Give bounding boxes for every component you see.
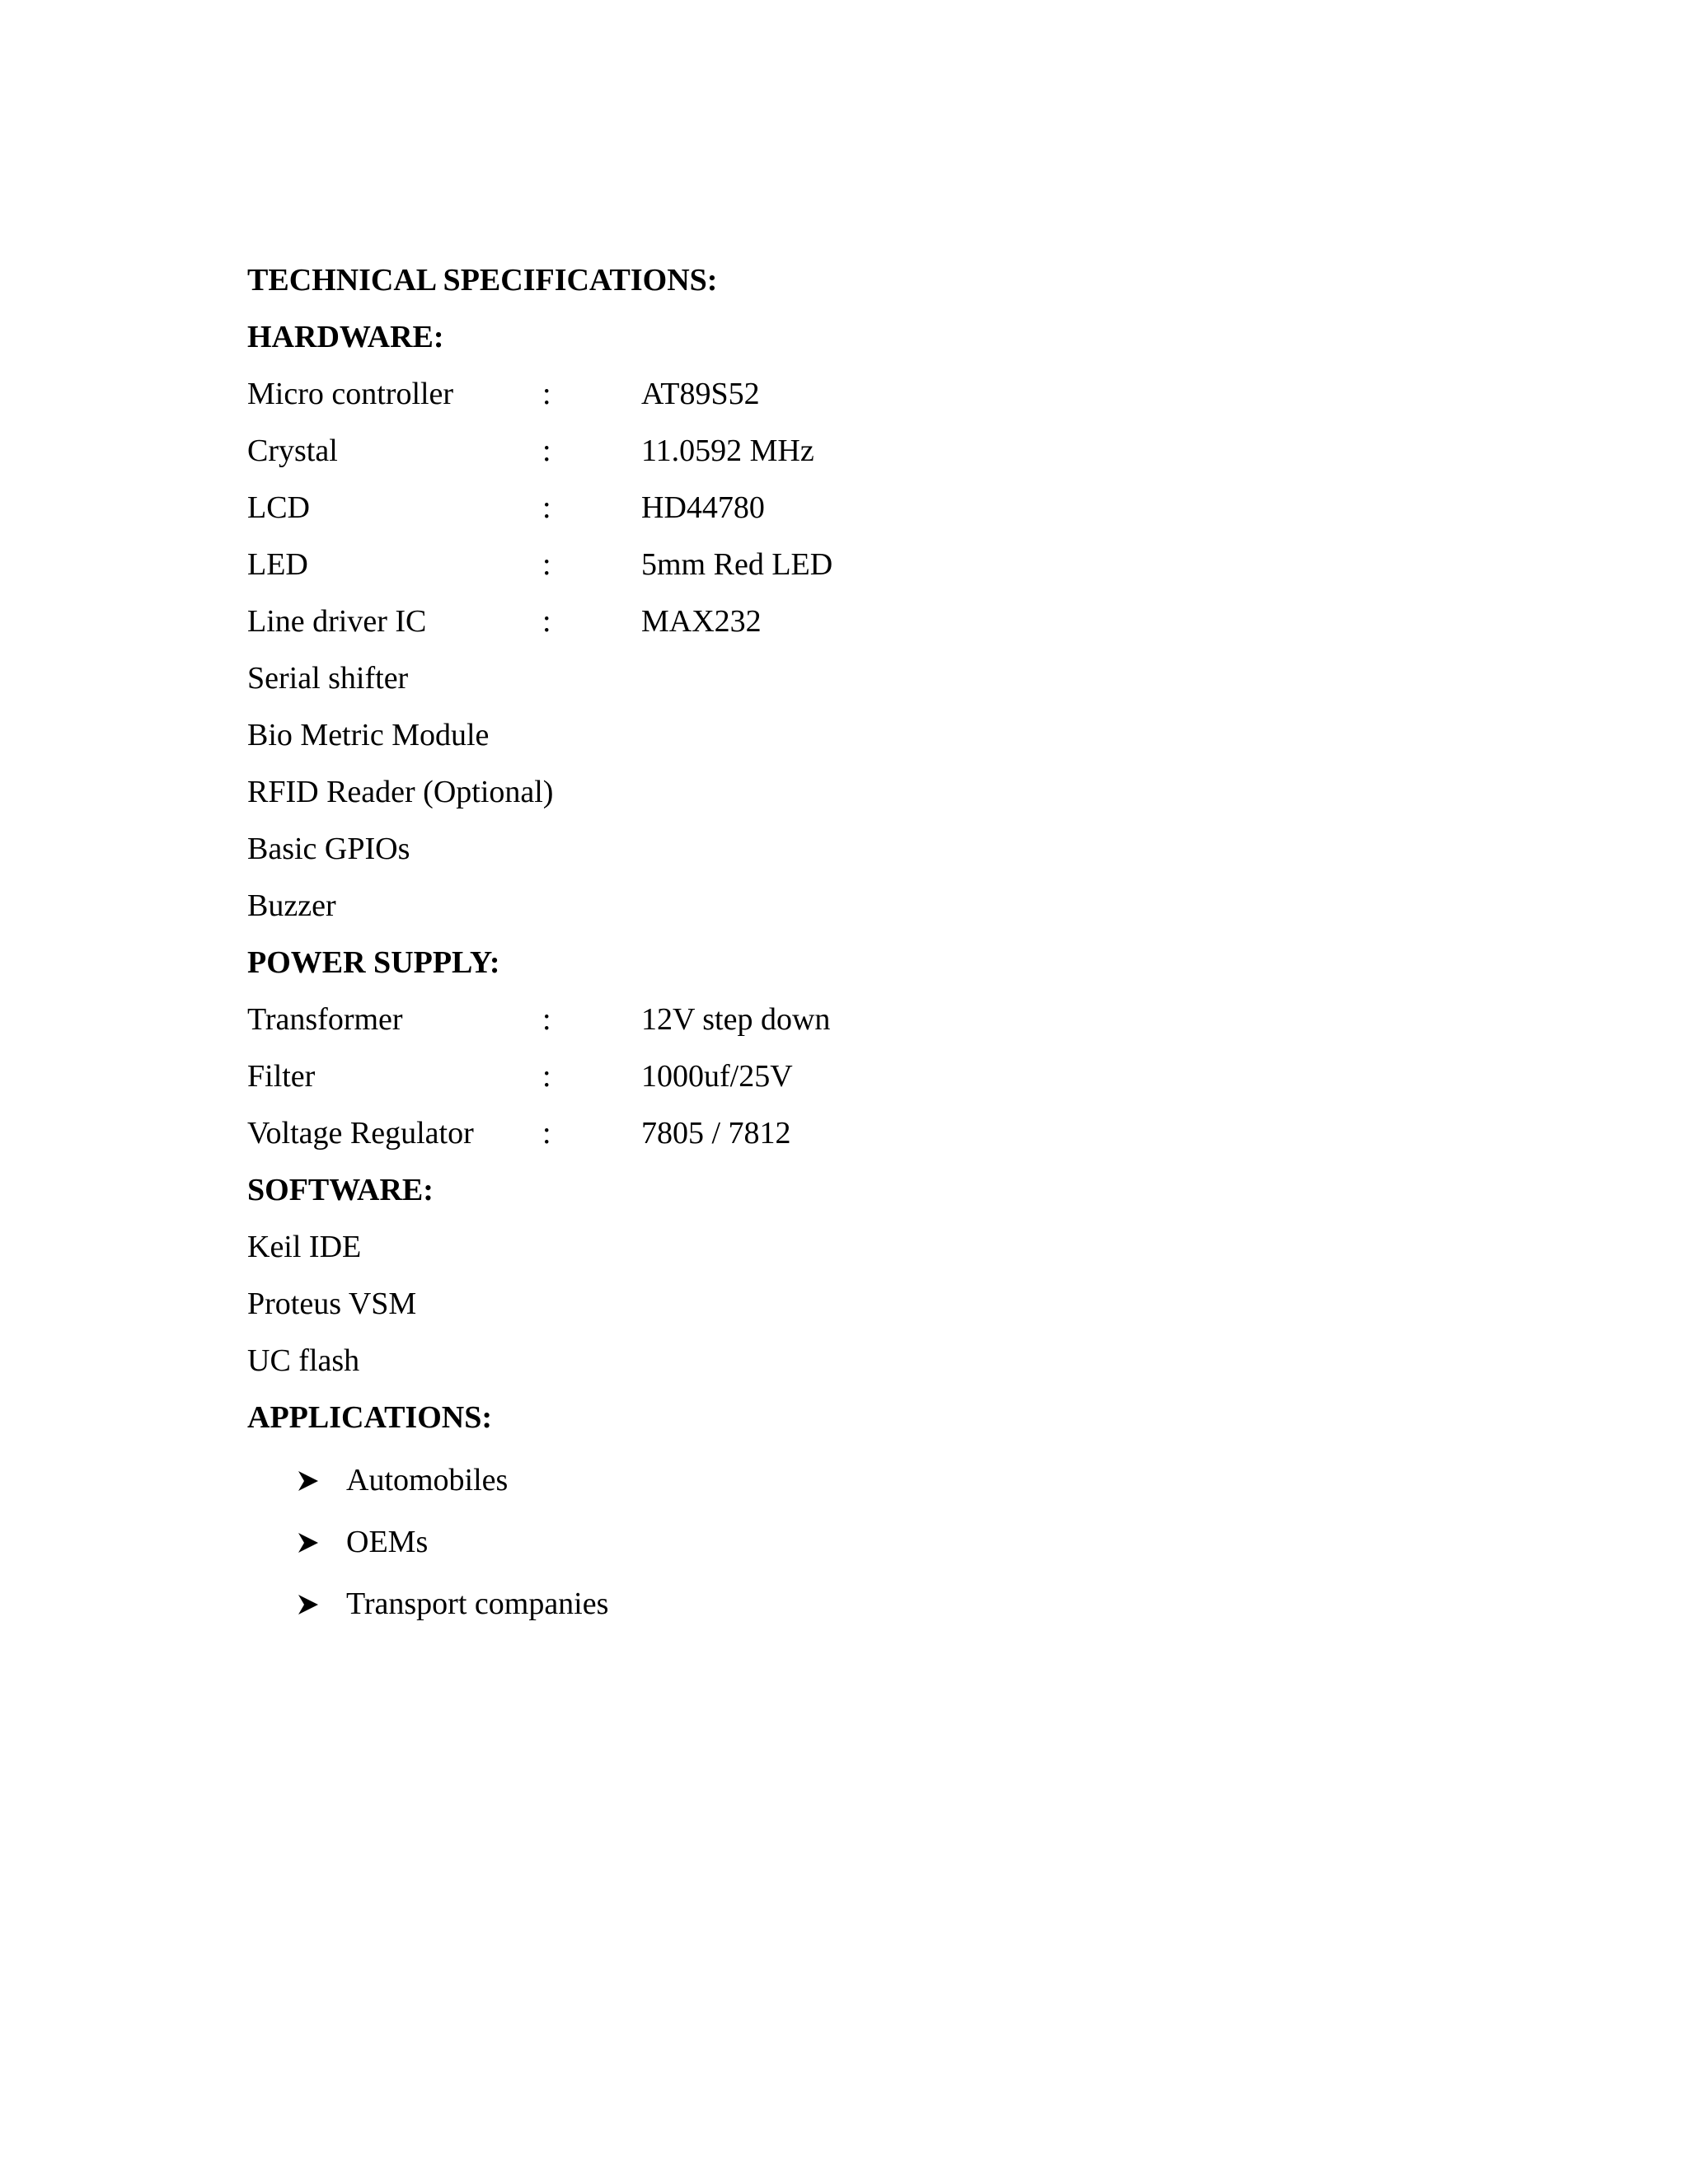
spec-value: 11.0592 MHz — [641, 434, 814, 468]
application-label: OEMs — [346, 1525, 429, 1559]
spec-label: LCD — [247, 490, 310, 525]
spec-row — [247, 1105, 1566, 1162]
software-item: UC flash — [247, 1343, 360, 1378]
software-heading: SOFTWARE: — [247, 1173, 434, 1207]
spec-label: Micro controller — [247, 377, 454, 411]
arrowhead-bullet-icon — [297, 1450, 321, 1511]
spec-row — [247, 991, 1566, 1048]
spec-label: Voltage Regulator — [247, 1116, 474, 1151]
spec-row — [247, 1048, 1566, 1105]
spec-separator: : — [542, 377, 551, 411]
spec-value: 1000uf/25V — [641, 1059, 793, 1094]
spec-label: Transformer — [247, 1002, 403, 1037]
spec-separator: : — [542, 604, 551, 639]
spec-row — [247, 366, 1566, 423]
document-title: TECHNICAL SPECIFICATIONS: — [247, 263, 718, 298]
list-item — [247, 1511, 1566, 1573]
hardware-item: Serial shifter — [247, 661, 409, 696]
hardware-item: Buzzer — [247, 888, 336, 923]
spec-label: LED — [247, 547, 308, 582]
spec-separator: : — [542, 1059, 551, 1094]
spec-row — [247, 537, 1566, 593]
spec-label: Crystal — [247, 434, 338, 468]
list-item — [247, 1573, 1566, 1635]
spec-value: 7805 / 7812 — [641, 1116, 791, 1151]
spec-row — [247, 593, 1566, 650]
applications-list — [247, 1450, 1566, 1635]
spec-value: 5mm Red LED — [641, 547, 833, 582]
spec-row — [247, 480, 1566, 537]
list-item — [247, 1450, 1566, 1511]
spec-separator: : — [542, 434, 551, 468]
spec-value: 12V step down — [641, 1002, 831, 1037]
software-item: Proteus VSM — [247, 1286, 417, 1321]
application-label: Transport companies — [346, 1586, 609, 1621]
spec-value: AT89S52 — [641, 377, 760, 411]
software-item: Keil IDE — [247, 1230, 362, 1264]
spec-separator: : — [542, 490, 551, 525]
hardware-item: Bio Metric Module — [247, 718, 490, 752]
spec-value: MAX232 — [641, 604, 762, 639]
hardware-heading: HARDWARE: — [247, 320, 444, 354]
power-supply-heading: POWER SUPPLY: — [247, 945, 500, 980]
spec-value: HD44780 — [641, 490, 765, 525]
document-page — [247, 252, 1566, 1635]
spec-row — [247, 423, 1566, 480]
spec-separator: : — [542, 547, 551, 582]
hardware-item: Basic GPIOs — [247, 832, 410, 866]
spec-label: Filter — [247, 1059, 316, 1094]
spec-separator: : — [542, 1116, 551, 1151]
applications-heading: APPLICATIONS: — [247, 1400, 492, 1435]
arrowhead-bullet-icon — [297, 1573, 321, 1635]
hardware-item: RFID Reader (Optional) — [247, 775, 554, 809]
spec-separator: : — [542, 1002, 551, 1037]
spec-label: Line driver IC — [247, 604, 427, 639]
application-label: Automobiles — [346, 1463, 509, 1497]
arrowhead-bullet-icon — [297, 1511, 321, 1573]
